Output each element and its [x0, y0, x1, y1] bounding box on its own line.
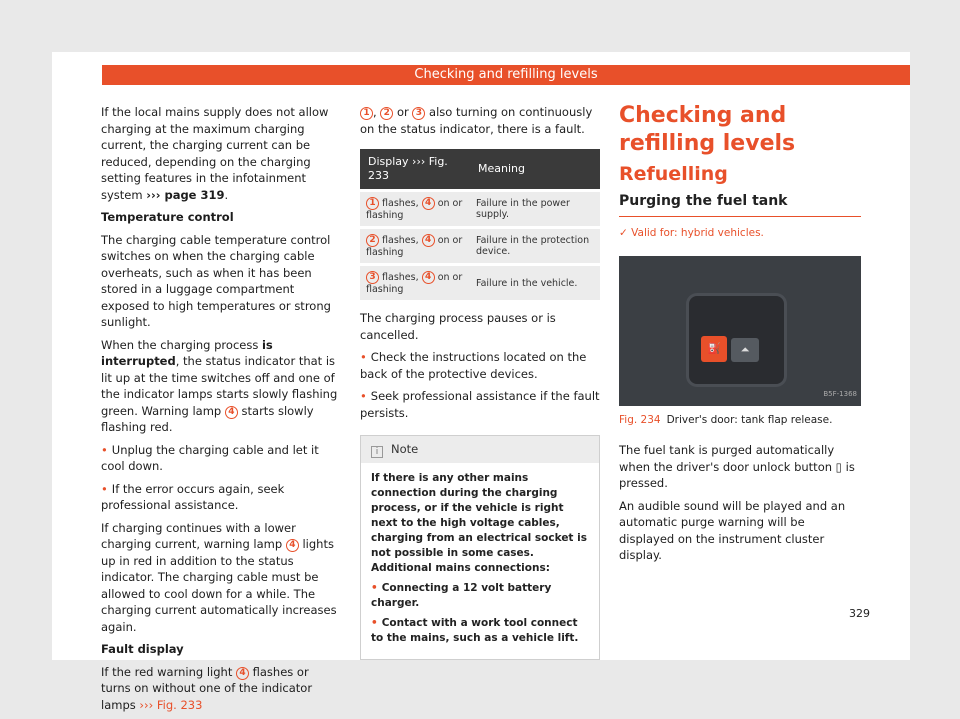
check-icon: ✓: [619, 227, 632, 239]
note-box: [360, 435, 600, 660]
callout-number-icon: 4: [225, 406, 238, 419]
table-cell: 3 flashes, 4 on or flashing: [360, 265, 470, 301]
text: When the charging process: [101, 337, 259, 352]
section-title: Refuelling: [619, 163, 728, 185]
validity-note: ✓ Valid for: hybrid vehicles.: [619, 227, 764, 239]
figure-caption: Fig. 234 Driver's door: tank flap release.: [619, 413, 833, 426]
paragraph: The charging process pauses or is cancelled.: [360, 311, 556, 342]
table-cell: Failure in the vehicle.: [470, 265, 600, 301]
table-row: [360, 191, 600, 228]
paragraph: If charging continues with a lower charging current, warning lamp 4 lights up in red in addition to the status indicator. The charging cable must be allowed to cool down for a while. The charging current automatically increases again.: [101, 520, 337, 634]
bullet-icon: •: [371, 617, 378, 629]
page-title: Checking and refilling levels: [619, 103, 796, 156]
bullet-icon: •: [101, 442, 108, 457]
callout-number-icon: 4: [422, 234, 435, 247]
heading-temperature-control: Temperature control: [101, 210, 234, 224]
bullet-item: • Connecting a 12 volt battery charger.: [371, 582, 552, 609]
photo-code: B5F-1368: [823, 390, 857, 398]
fuel-pump-icon: ⛽: [701, 336, 727, 362]
callout-number-icon: 3: [366, 271, 379, 284]
table-cell: Failure in the protection device.: [470, 228, 600, 265]
table-header: Display ››› Fig. 233: [360, 149, 470, 191]
table-cell: 1 flashes, 4 on or flashing: [360, 191, 470, 228]
paragraph: If the local mains supply does not allow charging at the maximum charging current, the charging current can be reduced, depending on the charging setting features in the infotainment system ››› page 319.: [101, 105, 329, 202]
text: , the status indicator that is lit up at the time switches off and one of the indicator lamps starts slowly flashing green. Warning lamp: [101, 354, 338, 418]
table-cell: Failure in the power supply.: [470, 191, 600, 228]
callout-number-icon: 2: [380, 107, 393, 120]
callout-number-icon: 1: [360, 107, 373, 120]
figure-link[interactable]: ››› Fig. 233: [139, 697, 203, 712]
paragraph: [101, 337, 339, 436]
callout-number-icon: 1: [366, 197, 379, 210]
car-trunk-icon: ⏶: [731, 338, 759, 362]
callout-number-icon: 2: [366, 234, 379, 247]
bullet-item: • If the error occurs again, seek professional assistance.: [101, 481, 285, 512]
table-row: [360, 228, 600, 265]
note-header: i Note: [361, 436, 599, 463]
callout-number-icon: 4: [286, 539, 299, 552]
column-left: [101, 104, 339, 719]
door-unlock-icon: ▯: [835, 459, 843, 474]
note-body: If there is any other mains connection during the charging process, or if the vehicle is right next to the high voltage cables, charging from an electrical socket is not possible in some cases. Additional mains connections: • Connecting a 12 volt battery charger. • Contact with a work tool connect to the mains, such as a vehicle lift.: [361, 463, 599, 659]
bullet-icon: •: [360, 350, 367, 364]
table-header: Meaning: [470, 149, 600, 191]
text-bold: is interrupted: [101, 337, 273, 368]
table-cell: 2 flashes, 4 on or flashing: [360, 228, 470, 265]
page: [52, 52, 910, 712]
paragraph: The charging cable temperature control switches on when the charging cable overheats, such as when it has been stored in a luggage compartment exposed to high temperatures or strong sunlight.: [101, 232, 331, 329]
column-right: [619, 104, 861, 570]
paragraph: 1 , 2 or 3 also turning on continuously on the status indicator, there is a fault.: [360, 105, 593, 136]
subsection-title: Purging the fuel tank: [619, 193, 861, 218]
bullet-item: • Unplug the charging cable and let it cool down.: [101, 442, 319, 473]
page-number: 329: [849, 607, 870, 620]
table-row: [360, 265, 600, 301]
bullet-icon: •: [360, 389, 367, 403]
text: If the local mains supply does not allow charging at the maximum charging current, the charging current can be reduced, depending on the charging setting features in the infotainment system: [101, 105, 329, 202]
text: starts slowly flashing red.: [101, 403, 314, 434]
info-icon: i: [371, 446, 383, 458]
bullet-item: • Seek professional assistance if the fault persists.: [360, 389, 600, 420]
heading-fault-display: Fault display: [101, 642, 184, 656]
page-link[interactable]: ››› page 319: [146, 187, 225, 202]
bullet-item: • Contact with a work tool connect to the mains, such as a vehicle lift.: [371, 617, 579, 644]
column-middle: [360, 104, 600, 660]
bullet-item: • Check the instructions located on the back of the protective devices.: [360, 350, 587, 381]
bullet-icon: •: [101, 481, 108, 496]
callout-number-icon: 4: [422, 271, 435, 284]
callout-number-icon: 3: [412, 107, 425, 120]
paragraph: The fuel tank is purged automatically when the driver's door unlock button ▯ is pressed.: [619, 443, 855, 490]
callout-number-icon: 4: [236, 667, 249, 680]
display-meaning-table: [360, 149, 600, 300]
bullet-icon: •: [371, 582, 378, 594]
callout-number-icon: 4: [422, 197, 435, 210]
page-header: Checking and refilling levels: [102, 65, 910, 85]
door-panel-photo: [619, 256, 861, 406]
paragraph: If the red warning light 4 flashes or turns on without one of the indicator lamps ››› Fig. 233: [101, 664, 313, 712]
paragraph: An audible sound will be played and an automatic purge warning will be displayed on the instrument cluster display.: [619, 498, 846, 562]
